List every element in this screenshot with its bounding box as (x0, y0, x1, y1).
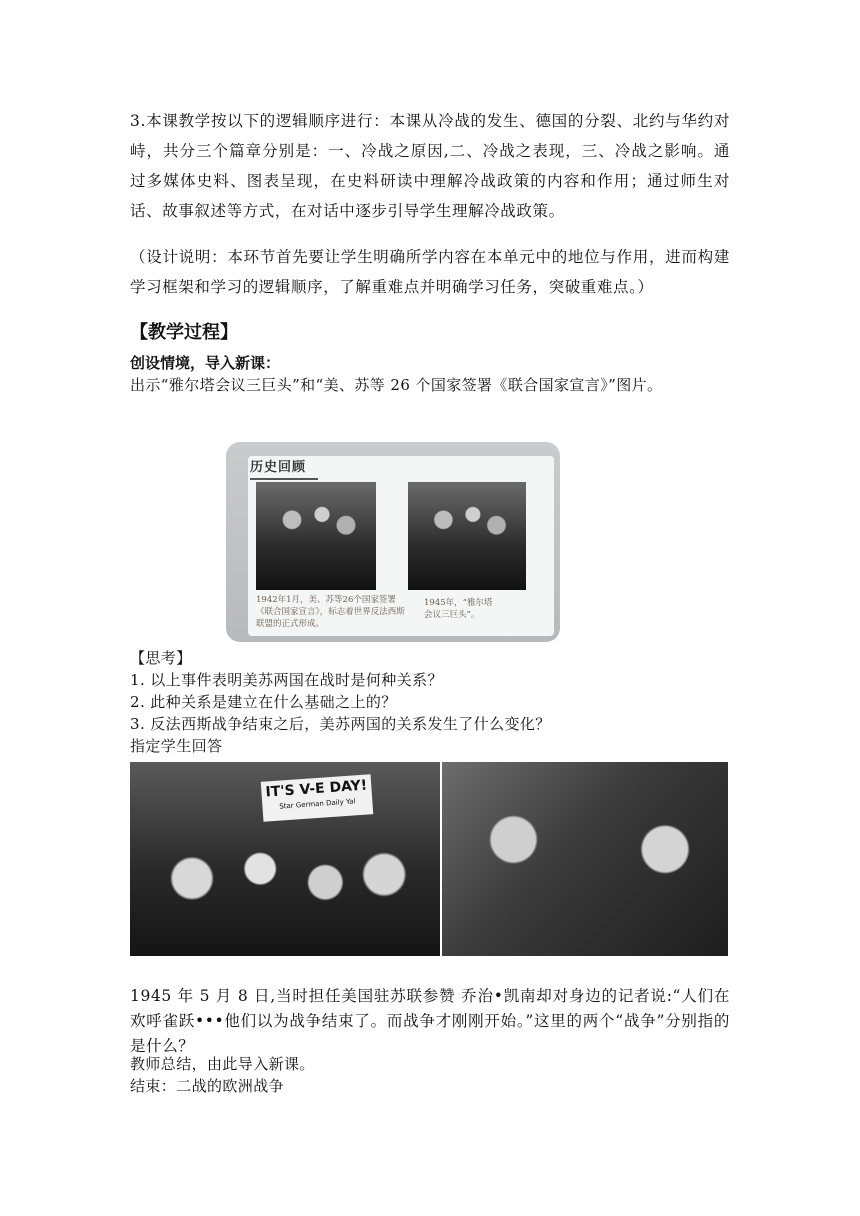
sign-text: IT'S V-E DAY! (265, 777, 368, 801)
summary: 教师总结，由此导入新课。 (130, 1055, 315, 1073)
thinking-label: 【思考】 (130, 649, 192, 667)
slide-caption-right: 1945年，“雅尔塔会议三巨头”。 (424, 598, 493, 620)
intro-paragraph: 3.本课教学按以下的逻辑顺序进行：本课从冷战的发生、德国的分裂、北约与华约对峙，共分三个篇章分别是：一、冷战之原因,二、冷战之表现，三、冷战之影响。通过多媒体史料、图表呈现，在史料研读中理解冷战政策的内容和作用；通过师生对话、故事叙述等方式，在对话中逐步引导学生理解冷战政策。 (130, 112, 730, 220)
soldiers-photo (442, 762, 728, 956)
quote-paragraph: 1945 年 5 月 8 日,当时担任美国驻苏联参赞 乔治•凯南却对身边的记者说:“人们在欢呼雀跃•••他们以为战争结束了。而战争才刚刚开始。”这里的两个“战争”分别指的是什么？ (130, 987, 730, 1055)
subsection-title: 创设情境，导入新课： (130, 354, 281, 372)
question-1: 1. 以上事件表明美苏两国在战时是何种关系？ (130, 671, 443, 689)
sign-subtext: Star German Daily Yal (279, 797, 356, 811)
declaration-photo (256, 482, 376, 590)
ending: 结束：二战的欧洲战争 (130, 1077, 285, 1095)
ve-day-photo (130, 762, 440, 956)
question-3: 3. 反法西斯战争结束之后，美苏两国的关系发生了什么变化？ (130, 715, 551, 733)
design-note: （设计说明：本环节首先要让学生明确所学内容在本单元中的地位与作用，进而构建学习框架和学习的逻辑顺序，了解重难点并明确学习任务，突破重难点。） (130, 248, 730, 296)
section-title: 【教学过程】 (130, 322, 238, 343)
slide-caption-left: 1942年1月，美、苏等26个国家签署《联合国家宣言》，标志着世界反法西斯联盟的正式形成。 (256, 595, 405, 629)
question-2: 2. 此种关系是建立在什么基础之上的？ (130, 693, 397, 711)
show-text: 出示“雅尔塔会议三巨头”和“美、苏等 26 个国家签署《联合国家宣言》”图片。 (130, 376, 663, 394)
slide-logo: 历史回顾 (250, 456, 318, 480)
yalta-photo (408, 482, 526, 590)
slide-image (226, 442, 560, 642)
instruction: 指定学生回答 (130, 737, 223, 755)
ve-day-sign (261, 774, 374, 822)
